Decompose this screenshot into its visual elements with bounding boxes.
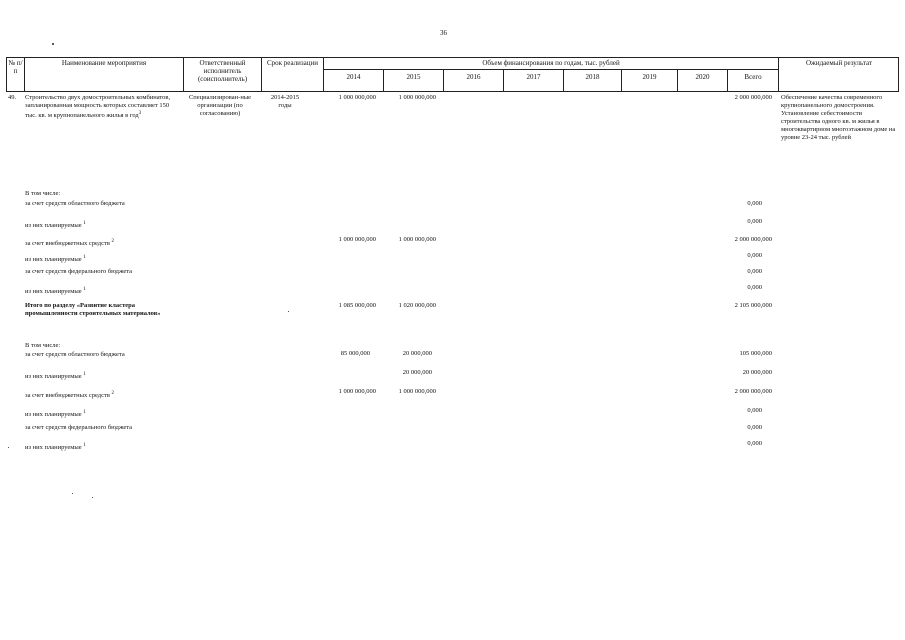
value-2014: 1 000 000,000	[338, 94, 376, 101]
source-federal-budget: за счет средств федерального бюджета	[25, 268, 133, 275]
source-regional-budget: за счет средств областного бюджета	[25, 351, 125, 358]
section-total-2015: 1 020 000,000	[398, 302, 436, 309]
regional-total: 105 000,000	[739, 350, 772, 357]
header-name: Наименование мероприятия	[61, 59, 147, 67]
extrabudgetary-2014: 1 000 000,000	[338, 236, 376, 243]
planned-total: 0,000	[747, 440, 762, 447]
federal-total: 0,000	[747, 268, 762, 275]
including-label: В том числе:	[25, 342, 61, 349]
source-regional-budget: за счет средств областного бюджета	[25, 200, 125, 207]
responsible-executor: Специализирован-ные организации (по согласованию)	[188, 94, 252, 117]
header-total: Всего	[744, 73, 762, 81]
planned-label: из них планируемые $^1$	[25, 443, 86, 452]
page-number: 36	[440, 29, 447, 37]
scan-speck	[8, 447, 9, 448]
extrabudgetary-total: 2 000 000,000	[734, 236, 772, 243]
value-total: 2 000 000,000	[734, 94, 772, 101]
header-year-2018: 2018	[585, 73, 600, 81]
extrabudgetary-2014: 1 000 000,000	[338, 388, 376, 395]
footnote-mark: 3	[138, 111, 142, 116]
planned-label: из них планируемые $^1$	[25, 410, 86, 419]
scan-speck	[288, 311, 289, 312]
header-funding: Объем финансирования по годам, тыс. рублей	[482, 59, 620, 67]
planned-total: 20 000,000	[742, 369, 772, 376]
header-year-2020: 2020	[695, 73, 710, 81]
planned-label: из них планируемые $^1$	[25, 221, 86, 230]
planned-total: 0,000	[747, 252, 762, 259]
planned-label: из них планируемые $^1$	[25, 255, 86, 264]
planned-total: 0,000	[747, 284, 762, 291]
source-extrabudgetary: за счет внебюджетных средств $^2$	[25, 239, 115, 248]
expected-result: Обеспечение качества современного крупнопанельного домостроения. Установление себестоимости строительства одного кв. м жилья в многоквартирном многоэтажном доме на уровне 23-24 тыс. рублей	[781, 94, 896, 141]
scan-speck	[72, 493, 73, 494]
section-total-all: 2 105 000,000	[734, 302, 772, 309]
header-number: № п/п	[8, 59, 23, 75]
header-year-2019: 2019	[642, 73, 657, 81]
source-extrabudgetary: за счет внебюджетных средств $^2$	[25, 391, 115, 400]
header-result: Ожидаемый результат	[805, 59, 873, 67]
regional-2014: 85 000,000	[340, 350, 370, 357]
header-responsible: Ответственный исполнитель (соисполнитель)	[197, 59, 248, 83]
header-period: Срок реализации	[266, 59, 319, 67]
planned-label: из них планируемые $^1$	[25, 287, 86, 296]
header-year-2016: 2016	[466, 73, 481, 81]
regional-2015: 20 000,000	[402, 350, 432, 357]
planned-total: 0,000	[747, 218, 762, 225]
scan-speck	[92, 497, 93, 498]
header-year-2014: 2014	[346, 73, 361, 81]
source-total: 0,000	[747, 200, 762, 207]
extrabudgetary-2015: 1 000 000,000	[398, 388, 436, 395]
source-federal-budget: за счет средств федерального бюджета	[25, 424, 133, 431]
section-total-label: Итого по разделу «Развитие кластера промышленности строительных материалов»	[25, 302, 161, 317]
header-year-2015: 2015	[406, 73, 421, 81]
extrabudgetary-2015: 1 000 000,000	[398, 236, 436, 243]
table-header	[6, 57, 899, 92]
section-total-2014: 1 085 000,000	[338, 302, 376, 309]
value-2015: 1 000 000,000	[398, 94, 436, 101]
planned-2015: 20 000,000	[402, 369, 432, 376]
scan-speck	[52, 43, 54, 45]
federal-total: 0,000	[747, 424, 762, 431]
measure-name: Строительство двух домостроительных комбинатов, запланированная мощность которых составляет 150 тыс. кв. м крупнопанельного жилья в год$^3$	[25, 94, 171, 120]
header-year-2017: 2017	[526, 73, 541, 81]
extrabudgetary-total: 2 000 000,000	[734, 388, 772, 395]
row-number: 49.	[8, 94, 17, 101]
planned-label: из них планируемые $^1$	[25, 372, 86, 381]
planned-total: 0,000	[747, 407, 762, 414]
including-label: В том числе:	[25, 190, 61, 197]
implementation-period: 2014-2015 годы	[270, 94, 300, 109]
